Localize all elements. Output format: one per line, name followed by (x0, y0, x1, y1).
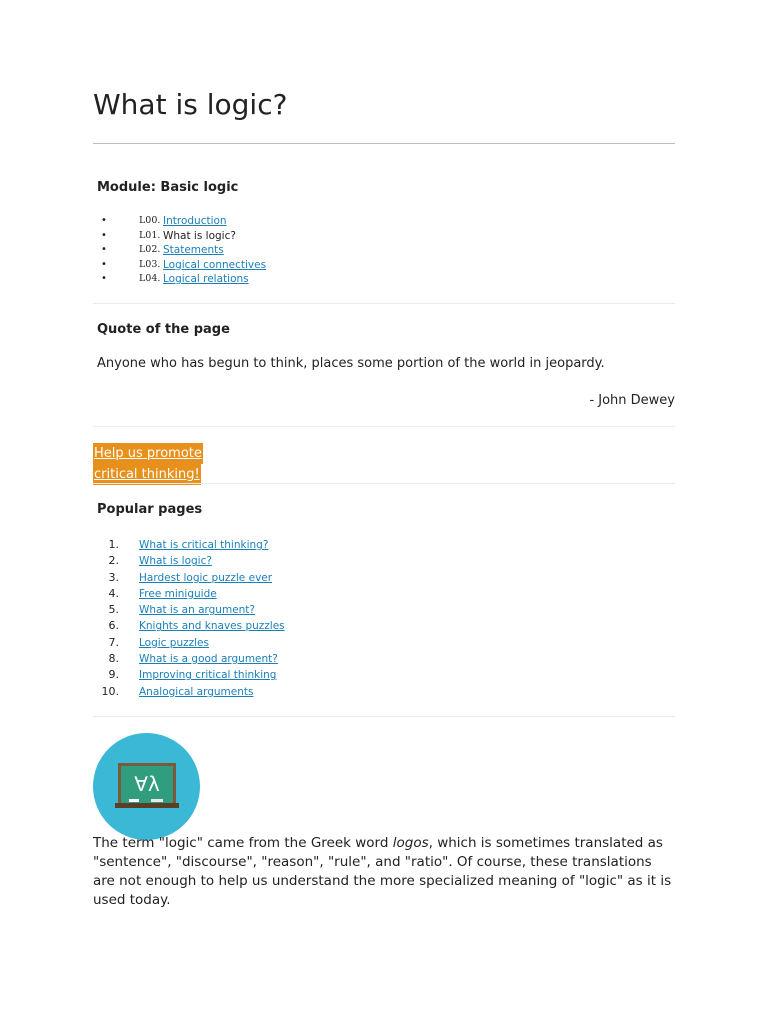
module-code: L03. (139, 258, 161, 270)
quote-author: - John Dewey (589, 393, 675, 408)
module-link-logical-connectives[interactable]: Logical connectives (163, 258, 267, 271)
eraser-icon (151, 799, 163, 802)
section-divider (93, 483, 675, 484)
intro-text-start: The term "logic" came from the Greek word (93, 835, 393, 851)
popular-link[interactable]: Free miniguide (139, 587, 217, 600)
section-divider (93, 426, 675, 427)
chalkboard-logo-icon (93, 733, 200, 840)
item-number: 1. (108, 538, 119, 551)
intro-text-end: , which is sometimes translated as "sentence", "discourse", "reason", "rule", and "ratio". Of course, these translations are not enough to help us understand the more specialized meaning of "logic" as it is used today. (93, 835, 672, 908)
module-current-page: What is logic? (163, 229, 236, 242)
bullet-icon: • (101, 273, 107, 284)
item-number: 7. (108, 635, 119, 649)
quote-heading: Quote of the page (97, 322, 230, 337)
section-divider (93, 716, 675, 717)
logo-symbol: ∀λ (134, 772, 160, 796)
promote-critical-thinking-link[interactable] (93, 443, 203, 485)
popular-link[interactable]: What is a good argument? (139, 653, 278, 666)
popular-link[interactable]: Logic puzzles (139, 636, 209, 649)
title-divider (93, 143, 675, 144)
intro-term: logos (392, 835, 429, 851)
item-number: 10. (101, 684, 119, 698)
popular-link[interactable]: Knights and knaves puzzles (139, 620, 285, 633)
module-heading: Module: Basic logic (97, 180, 239, 195)
popular-link[interactable]: What is logic? (139, 555, 212, 568)
item-number: 4. (108, 586, 119, 600)
popular-link[interactable]: Hardest logic puzzle ever (139, 571, 273, 584)
item-number: 2. (108, 554, 119, 568)
quote-text: Anyone who has begun to think, places some portion of the world in jeopardy. (97, 356, 605, 371)
bullet-icon: • (101, 244, 107, 255)
item-number: 8. (108, 652, 119, 666)
popular-link[interactable]: Improving critical thinking (139, 669, 277, 682)
module-link-logical-relations[interactable]: Logical relations (163, 273, 249, 285)
bullet-icon: • (101, 215, 107, 226)
item-number: 5. (108, 603, 119, 617)
module-code: L02. (139, 244, 161, 255)
board-ledge (115, 803, 179, 808)
popular-link[interactable]: What is an argument? (139, 604, 255, 617)
popular-link[interactable]: Analogical arguments (139, 685, 254, 698)
module-link-statements[interactable]: Statements (163, 244, 224, 256)
item-number: 6. (108, 619, 119, 633)
module-link-introduction[interactable]: Introduction (163, 215, 227, 227)
popular-heading: Popular pages (97, 502, 203, 517)
item-number: 3. (108, 570, 119, 584)
promo-line-1: Help us promote (93, 443, 203, 464)
module-code: L04. (139, 273, 161, 284)
page-title: What is logic? (93, 88, 288, 121)
intro-paragraph (93, 834, 675, 910)
bullet-icon: • (101, 258, 107, 270)
module-code: L00. (139, 215, 161, 226)
bullet-icon: • (101, 229, 107, 241)
chalk-icon (129, 799, 139, 802)
promo-line-2: critical thinking! (93, 464, 201, 485)
section-divider (93, 303, 675, 304)
chalkboard-icon (93, 733, 200, 840)
item-number: 9. (108, 668, 119, 682)
module-code: L01. (139, 229, 161, 241)
popular-link[interactable]: What is critical thinking? (139, 539, 269, 551)
